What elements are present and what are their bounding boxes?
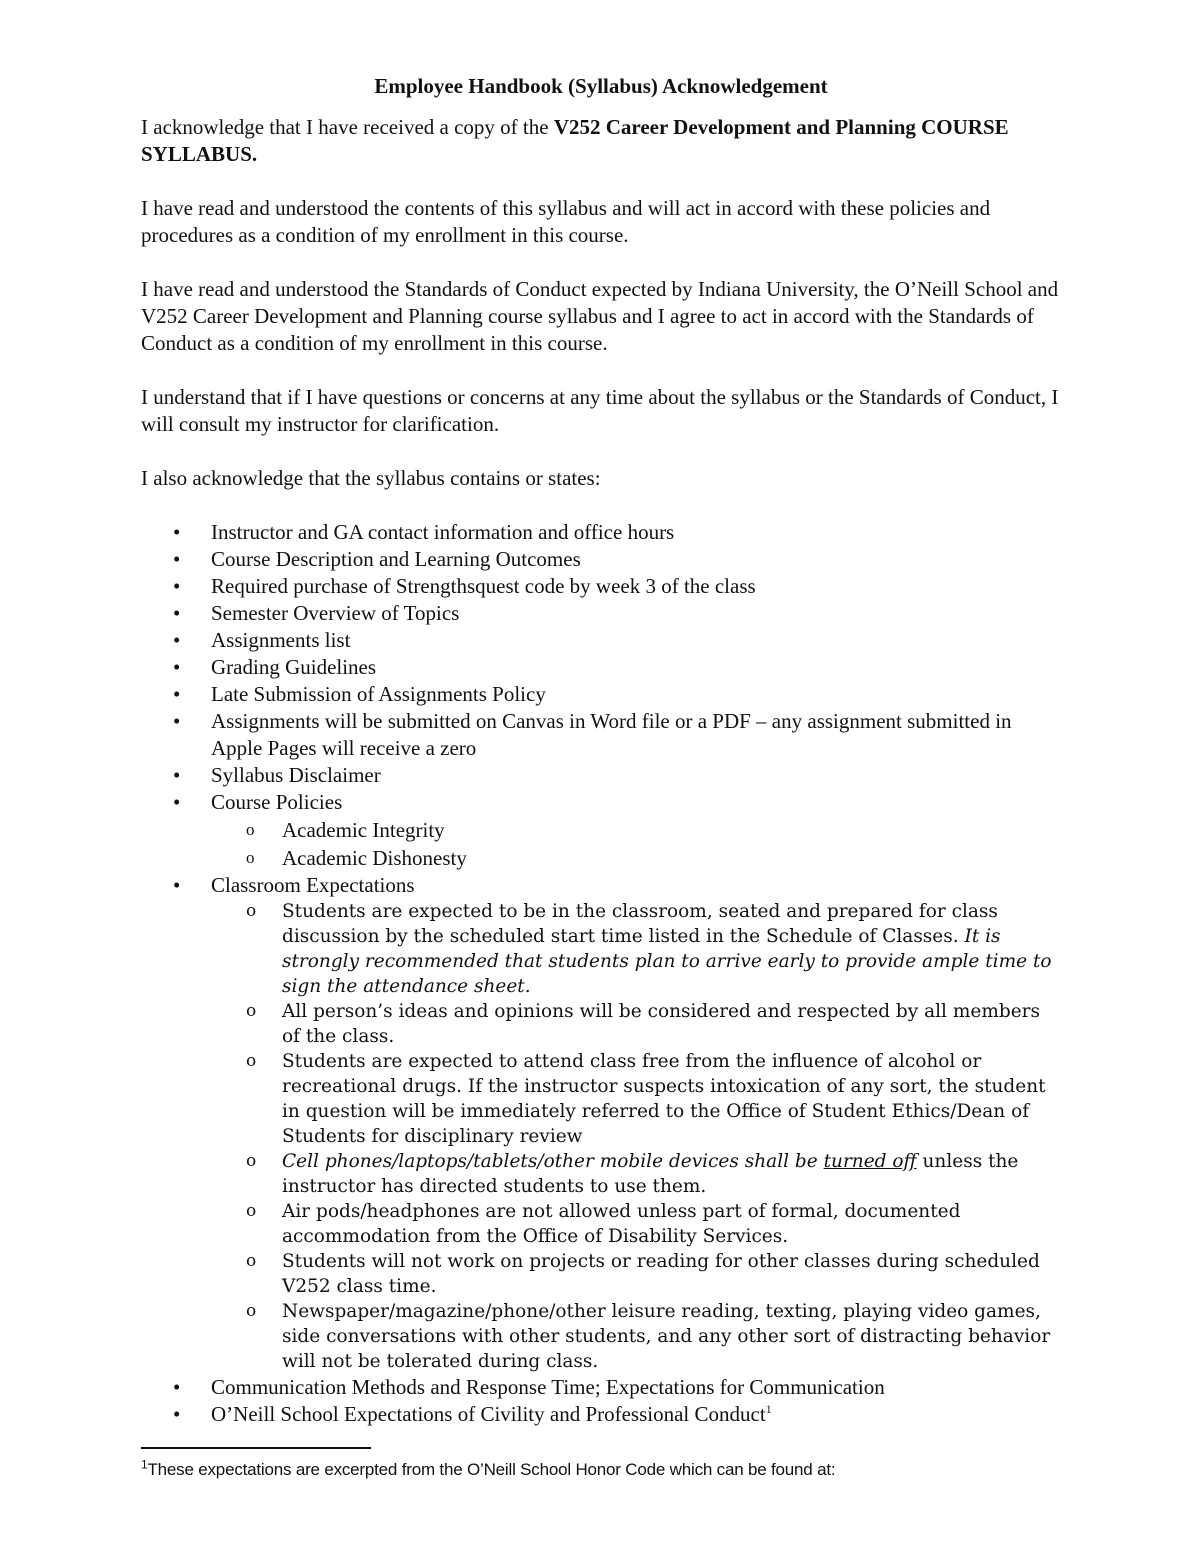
sub-list-item [211, 899, 1061, 999]
sub-list-item [211, 1049, 1061, 1149]
sub-list-item-italic-text: It is strongly recommended that students plan to arrive early to provide ample time to sign the attendance sheet. [282, 926, 1052, 997]
list-item [141, 1374, 1061, 1401]
bullet-icon: • [173, 655, 181, 679]
sub-list-item [211, 1199, 1061, 1249]
footnote-number: 1 [141, 1457, 148, 1472]
sub-bullet-icon: o [246, 901, 257, 921]
list-item-text: Required purchase of Strengthsquest code by week 3 of the class [211, 574, 756, 598]
contents-intro: I also acknowledge that the syllabus contains or states: [141, 466, 601, 490]
list-item [141, 681, 1061, 708]
sub-bullet-icon: o [246, 1301, 257, 1321]
bullet-icon: • [173, 547, 181, 571]
bullet-icon: • [173, 709, 181, 733]
sub-list-item [211, 1299, 1061, 1374]
sub-bullet-icon: o [246, 1251, 257, 1271]
list-item [141, 708, 1061, 762]
classroom-expectations-sublist [211, 899, 1061, 1374]
sub-bullet-icon: o [246, 1001, 257, 1021]
sub-bullet-icon: o [246, 1151, 257, 1171]
list-item [141, 600, 1061, 627]
bullet-icon: • [173, 682, 181, 706]
questions-paragraph: I understand that if I have questions or concerns at any time about the syllabus or the Standards of Conduct, I will consult my instructor for clarification. [141, 385, 1059, 436]
list-item [141, 762, 1061, 789]
sub-list-item-text: unless the instructor has directed students to use them. [282, 1151, 1019, 1197]
sub-list-item-text: Air pods/headphones are not allowed unless part of formal, documented accommodation from the Office of Disability Services. [282, 1201, 961, 1247]
sub-list-item-text: Students are expected to be in the classroom, seated and prepared for class discussion by the scheduled start time listed in the Schedule of Classes. [282, 901, 998, 947]
list-item [141, 1401, 1061, 1428]
document-page [141, 72, 1061, 1428]
course-policies-sublist [211, 816, 1061, 872]
page-title: Employee Handbook (Syllabus) Acknowledgement [374, 74, 828, 98]
sub-bullet-icon: o [246, 848, 255, 867]
syllabus-contents-list [141, 519, 1061, 1428]
sub-bullet-icon: o [246, 1051, 257, 1071]
list-item [141, 519, 1061, 546]
list-item-text: Grading Guidelines [211, 655, 377, 679]
sub-list-item-text: Students are expected to attend class free from the influence of alcohol or recreational drugs. If the instructor suspects intoxication of any sort, the student in question will be immediately referred to the Office of Student Ethics/Dean of Students for disciplinary review [282, 1051, 1046, 1147]
bullet-icon: • [173, 601, 181, 625]
list-item-text: Syllabus Disclaimer [211, 763, 381, 787]
bullet-icon: • [173, 1375, 181, 1399]
footnote-reference: 1 [765, 1402, 772, 1416]
list-item [141, 573, 1061, 600]
list-item-text: Assignments list [211, 628, 351, 652]
footnote-divider [141, 1447, 371, 1449]
list-item-text: Assignments will be submitted on Canvas in Word file or a PDF – any assignment submitted in Apple Pages will receive a zero [211, 709, 1012, 760]
ack-intro-text: I acknowledge that I have received a copy of the [141, 115, 549, 139]
list-item-text: O’Neill School Expectations of Civility and Professional Conduct [211, 1402, 766, 1426]
list-item [141, 789, 1061, 872]
bullet-icon: • [173, 574, 181, 598]
list-item-text: Late Submission of Assignments Policy [211, 682, 546, 706]
bullet-icon: • [173, 520, 181, 544]
acknowledgement-paragraph [141, 114, 1061, 168]
sub-list-item-text: Academic Integrity [282, 818, 445, 842]
list-item-text: Communication Methods and Response Time; Expectations for Communication [211, 1375, 885, 1399]
course-name: V252 Career Development and Planning COURSE SYLLABUS. [141, 115, 1009, 166]
bullet-icon: • [173, 628, 181, 652]
list-item-text: Classroom Expectations [211, 873, 415, 897]
list-item [141, 627, 1061, 654]
sub-list-item [211, 1249, 1061, 1299]
sub-list-item-text: Students will not work on projects or reading for other classes during scheduled V252 class time. [282, 1251, 1040, 1297]
sub-list-item [211, 816, 1061, 844]
footnote-text: These expectations are excerpted from the O’Neill School Honor Code which can be found at: [147, 1460, 836, 1479]
list-item [141, 546, 1061, 573]
bullet-icon: • [173, 873, 181, 897]
policies-paragraph: I have read and understood the contents of this syllabus and will act in accord with these policies and procedures as a condition of my enrollment in this course. [141, 196, 991, 247]
list-item-text: Course Description and Learning Outcomes [211, 547, 581, 571]
sub-list-item-text: Newspaper/magazine/phone/other leisure reading, texting, playing video games, side conversations with other students, and any other sort of distracting behavior will not be tolerated during class. [282, 1301, 1051, 1372]
list-item [141, 872, 1061, 1374]
conduct-paragraph: I have read and understood the Standards of Conduct expected by Indiana University, the O’Neill School and V252 Career Development and Planning course syllabus and I agree to act in accord with the Standards of Conduct as a condition of my enrollment in this course. [141, 277, 1059, 355]
underlined-text: turned off [823, 1151, 917, 1172]
sub-list-item-text: All person’s ideas and opinions will be considered and respected by all members of the class. [282, 1001, 1041, 1047]
sub-bullet-icon: o [246, 1201, 257, 1221]
bullet-icon: • [173, 790, 181, 814]
sub-list-item-italic-text: Cell phones/laptops/tablets/other mobile devices shall be [282, 1151, 818, 1172]
sub-list-item [211, 999, 1061, 1049]
list-item-text: Instructor and GA contact information and office hours [211, 520, 675, 544]
list-item [141, 654, 1061, 681]
footnote [141, 1457, 836, 1480]
list-item-text: Course Policies [211, 790, 343, 814]
sub-list-item-text: Academic Dishonesty [282, 846, 467, 870]
sub-list-item [211, 1149, 1061, 1199]
sub-bullet-icon: o [246, 820, 255, 839]
bullet-icon: • [173, 1402, 181, 1426]
list-item-text: Semester Overview of Topics [211, 601, 460, 625]
bullet-icon: • [173, 763, 181, 787]
sub-list-item [211, 844, 1061, 872]
